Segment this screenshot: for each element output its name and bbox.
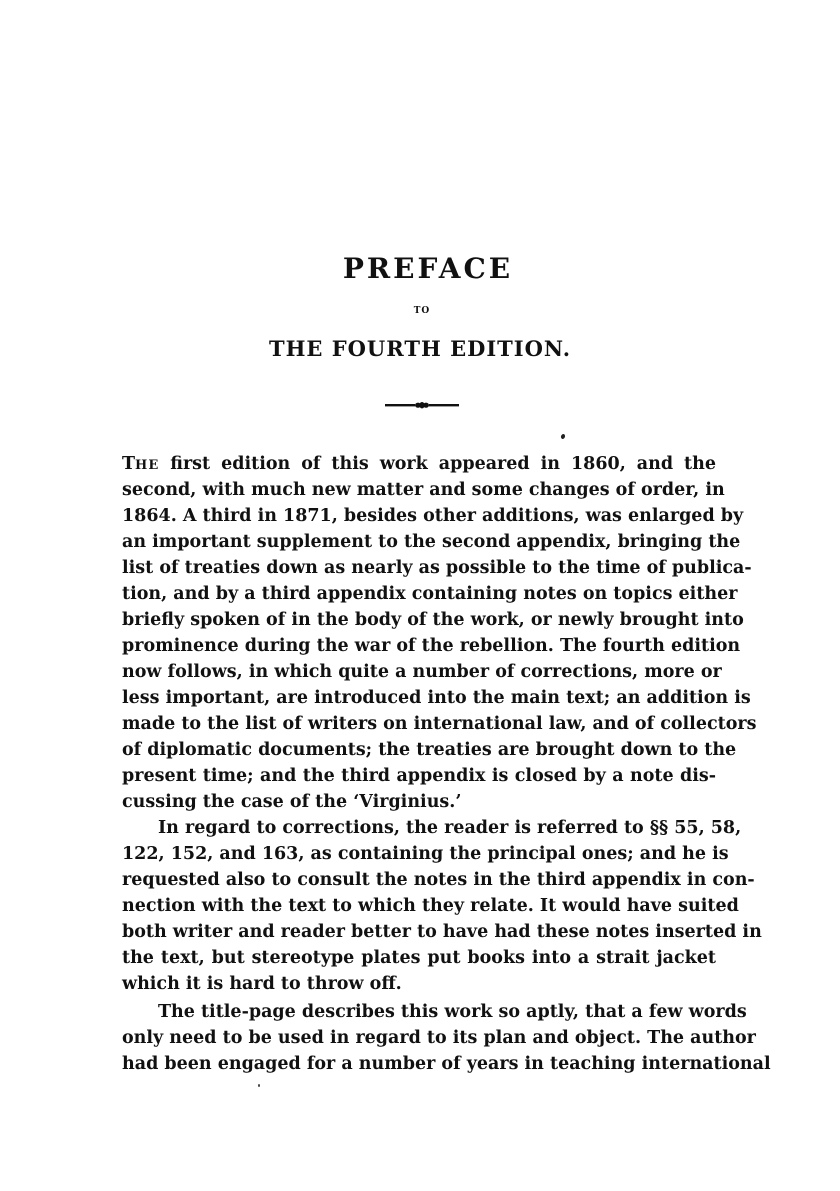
text-line: made to the list of writers on international law, and of collectors xyxy=(122,714,757,734)
text-line: both writer and reader better to have had these notes inserted in xyxy=(122,922,762,942)
page-title: PREFACE xyxy=(342,252,514,285)
lead-capital: T xyxy=(122,454,136,474)
text-line xyxy=(122,451,716,477)
text-line: of diplomatic documents; the treaties are brought down to the xyxy=(122,740,737,760)
text-line: present time; and the third appendix is closed by a note dis- xyxy=(122,766,716,786)
text-line: which it is hard to throw off. xyxy=(122,974,402,994)
print-speck xyxy=(560,433,565,439)
paragraph-1 xyxy=(122,451,757,815)
lead-small-caps: HE xyxy=(135,458,160,473)
text-line: less important, are introduced into the main text; an addition is xyxy=(122,688,751,708)
text-line: 122, 152, and 163, as containing the principal ones; and he is xyxy=(122,844,729,864)
preface-body xyxy=(122,451,771,1077)
text-line: list of treaties down as nearly as possible to the time of publica- xyxy=(122,558,752,578)
text-line: had been engaged for a number of years in teaching international xyxy=(122,1054,771,1074)
text-line: second, with much new matter and some changes of order, in xyxy=(122,480,725,500)
title-connector: TO xyxy=(413,306,431,316)
text-line: In regard to corrections, the reader is referred to §§ 55, 58, xyxy=(158,818,742,838)
paragraph-3 xyxy=(122,999,771,1077)
text-line: prominence during the war of the rebellion. The fourth edition xyxy=(122,636,741,656)
text-line-content: first edition of this work appeared in 1860, and the xyxy=(159,454,716,474)
text-line: the text, but stereotype plates put books into a strait jacket xyxy=(122,948,716,968)
ornament-divider xyxy=(385,398,459,412)
text-line: nection with the text to which they relate. It would have suited xyxy=(122,896,739,916)
text-line: The title-page describes this work so aptly, that a few words xyxy=(158,1002,747,1022)
text-line: requested also to consult the notes in the third appendix in con- xyxy=(122,870,755,890)
text-line: 1864. A third in 1871, besides other additions, was enlarged by xyxy=(122,506,744,526)
text-line: tion, and by a third appendix containing notes on topics either xyxy=(122,584,738,604)
text-line: only need to be used in regard to its plan and object. The author xyxy=(122,1028,756,1048)
text-line: an important supplement to the second appendix, bringing the xyxy=(122,532,741,552)
text-line: now follows, in which quite a number of corrections, more or xyxy=(122,662,722,682)
text-line: briefly spoken of in the body of the work, or newly brought into xyxy=(122,610,744,630)
paragraph-2 xyxy=(122,815,762,997)
print-speck xyxy=(258,1084,260,1087)
text-line: cussing the case of the ‘Virginius.’ xyxy=(122,792,462,812)
page-subtitle: THE FOURTH EDITION. xyxy=(268,336,572,361)
